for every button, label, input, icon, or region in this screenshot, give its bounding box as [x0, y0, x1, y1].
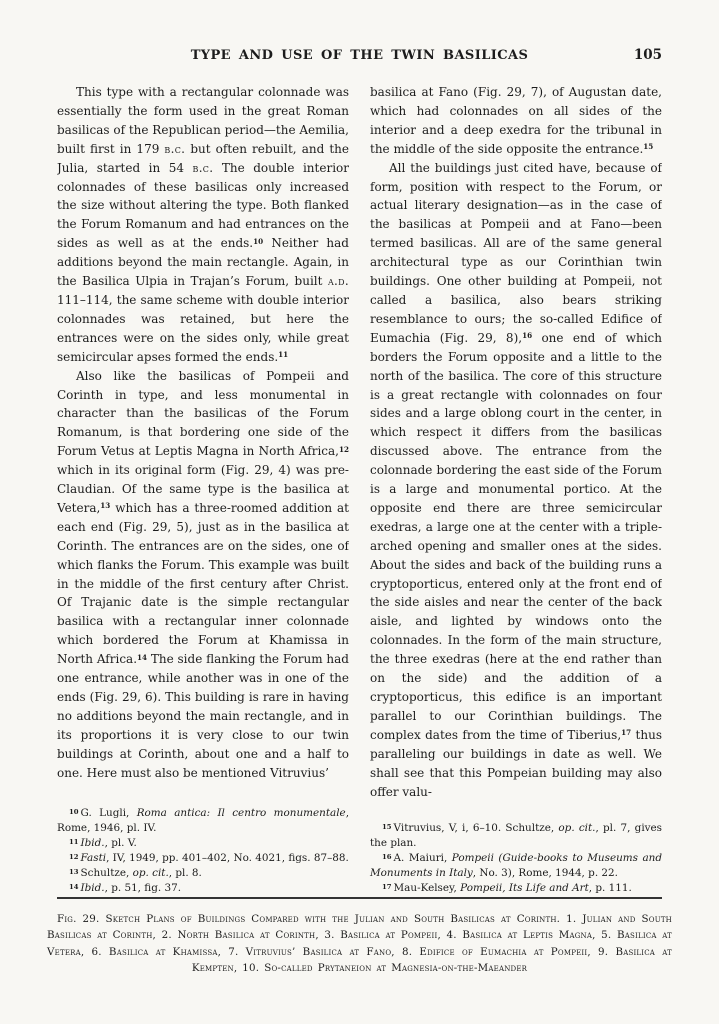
footnote-text: Schultze, op. cit., pl. 8. [80, 867, 202, 879]
page-header [57, 48, 662, 66]
text-columns [57, 83, 662, 896]
footnote [57, 851, 349, 866]
paragraph: Also like the basilicas of Pompeii and Corinth in type, and less monumental in character than the basilicas of the Forum Romanum, is that bordering one side of the Forum Vetus at Leptis Magna in North Africa,$^{12}$ which in its original form (Fig. 29, 4) was pre-Claudian. Of the same type is the basilica at Vetera,$^{13}$ which has a three-roomed addition at each end (Fig. 29, 5), just as in the basilica at Corinth. The entrances are on the sides, one of which flanks the Forum. This example was built in the middle of the first century after Christ. Of Trajanic date is the simple rectangular basilica with a rectangular inner colonnade which bordered the Forum at Khamissa in North Africa.$^{14}$ The side flanking the Forum had one entrance, while another was in one of the ends (Fig. 29, 6). This building is rare in having no additions beyond the main rectangle, and in its proportions it is very close to our twin buildings at Corinth, about one and a half to one. Here must also be mentioned Vitruvius’ [57, 368, 349, 780]
footnote [370, 851, 662, 881]
page-number: 105 [633, 47, 662, 63]
footnote-marker: 13 [69, 867, 79, 876]
column-left-body [57, 83, 349, 783]
footnote-text: Ibid., pl. V. [80, 837, 137, 849]
running-head-title: TYPE AND USE OF THE TWIN BASILICAS [190, 48, 529, 63]
footnote-text: Vitruvius, V, i, 6–10. Schultze, op. cit., pl. 7, gives the plan. [370, 822, 662, 849]
figure-divider-rule [57, 897, 662, 899]
paragraph: basilica at Fano (Fig. 29, 7), of Augustan date, which had colonnades on all sides of the interior and a deep exedra for the tribunal in the middle of the side opposite the entrance.$^{15}$ [370, 85, 662, 156]
column-right-body [370, 83, 662, 801]
footnote-marker: 17 [382, 882, 392, 891]
footnote [57, 866, 349, 881]
footnote-marker: 16 [382, 852, 392, 861]
column-left [57, 83, 349, 896]
column-right [370, 83, 662, 896]
footnote-marker: 12 [69, 852, 79, 861]
footnote [57, 836, 349, 851]
footnote-marker: 10 [69, 807, 79, 816]
footnote-marker: 14 [69, 882, 79, 891]
footnote-text: G. Lugli, Roma antica: Il centro monumentale, Rome, 1946, pl. IV. [57, 807, 349, 834]
footnote [57, 881, 349, 896]
footnote [57, 806, 349, 836]
footnotes-left [57, 800, 349, 896]
footnote-marker: 11 [69, 837, 79, 846]
footnote-text: A. Maiuri, Pompeii (Guide-books to Museums and Monuments in Italy, No. 3), Rome, 1944, p. 22. [370, 852, 662, 879]
footnote-text: Ibid., p. 51, fig. 37. [80, 882, 181, 894]
paragraph: This type with a rectangular colonnade was essentially the form used in the great Roman basilicas of the Republican period—the Aemilia, built first in 179 b.c. but often rebuilt, and the Julia, started in 54 b.c. The double interior colonnades of these basilicas only increased the size without altering the type. Both flanked the Forum Romanum and had entrances on the sides as well as at the ends.$^{10}$ Neither had additions beyond the main rectangle. Again, in the Basilica Ulpia in Trajan’s Forum, built a.d. 111–114, the same scheme with double interior colonnades was retained, but here the entrances were on the sides only, while great semicircular apses formed the ends.$^{11}$ [57, 85, 349, 364]
paragraph: All the buildings just cited have, because of form, position with respect to the Forum, or actual literary designation—as in the case of the basilicas at Pompeii and at Fano—been termed basilicas. All are of the same general architectural type as our Corinthian twin buildings. One other building at Pompeii, not called a basilica, also bears striking resemblance to ours; the so-called Edifice of Eumachia (Fig. 29, 8),$^{16}$ one end of which borders the Forum opposite and a little to the north of the basilica. The core of this structure is a great rectangle with colonnades on four sides and a large oblong court in the center, in which respect it differs from the basilicas discussed above. The entrance from the colonnade bordering the east side of the Forum is a large and monumental portico. At the opposite end there are three semicircular exedras, a large one at the center with a triple-arched opening and smaller ones at the sides. About the sides and back of the building runs a cryptoporticus, entered only at the front end of the side aisles and near the center of the back aisle, and lighted by windows onto the colonnades. In the form of the main structure, the three exedras (here at the end rather than on the side) and the addition of a cryptoporticus, this edifice is an important parallel to our Corinthian buildings. The complex dates from the time of Tiberius,$^{17}$ thus paralleling our buildings in date as well. We shall see that this Pompeian building may also offer valu- [370, 160, 662, 799]
footnote-text: Fasti, IV, 1949, pp. 401–402, No. 4021, figs. 87–88. [80, 852, 349, 864]
figure-caption: Fig. 29. Sketch Plans of Buildings Compared with the Julian and South Basilicas at Corinth. 1. Julian and South Basilicas at Corinth, 2. North Basilica at Corinth, 3. Basilica at Pompeii, 4. Basilica at Leptis Magna, 5. Basilica at Vetera, 6. Basilica at Khamissa, 7. Vitruvius’ Basilica at Fano, 8. Edifice of Eumachia at Pompeii, 9. Basilica at Kempten, 10. So-called Prytaneion at Magnesia-on-the-Maeander [47, 913, 672, 975]
footnote-text: Mau-Kelsey, Pompeii, Its Life and Art, p. 111. [393, 882, 632, 894]
footnote [370, 881, 662, 896]
footnote [370, 821, 662, 851]
footnote-marker: 15 [382, 822, 392, 831]
footnotes-right [370, 815, 662, 896]
